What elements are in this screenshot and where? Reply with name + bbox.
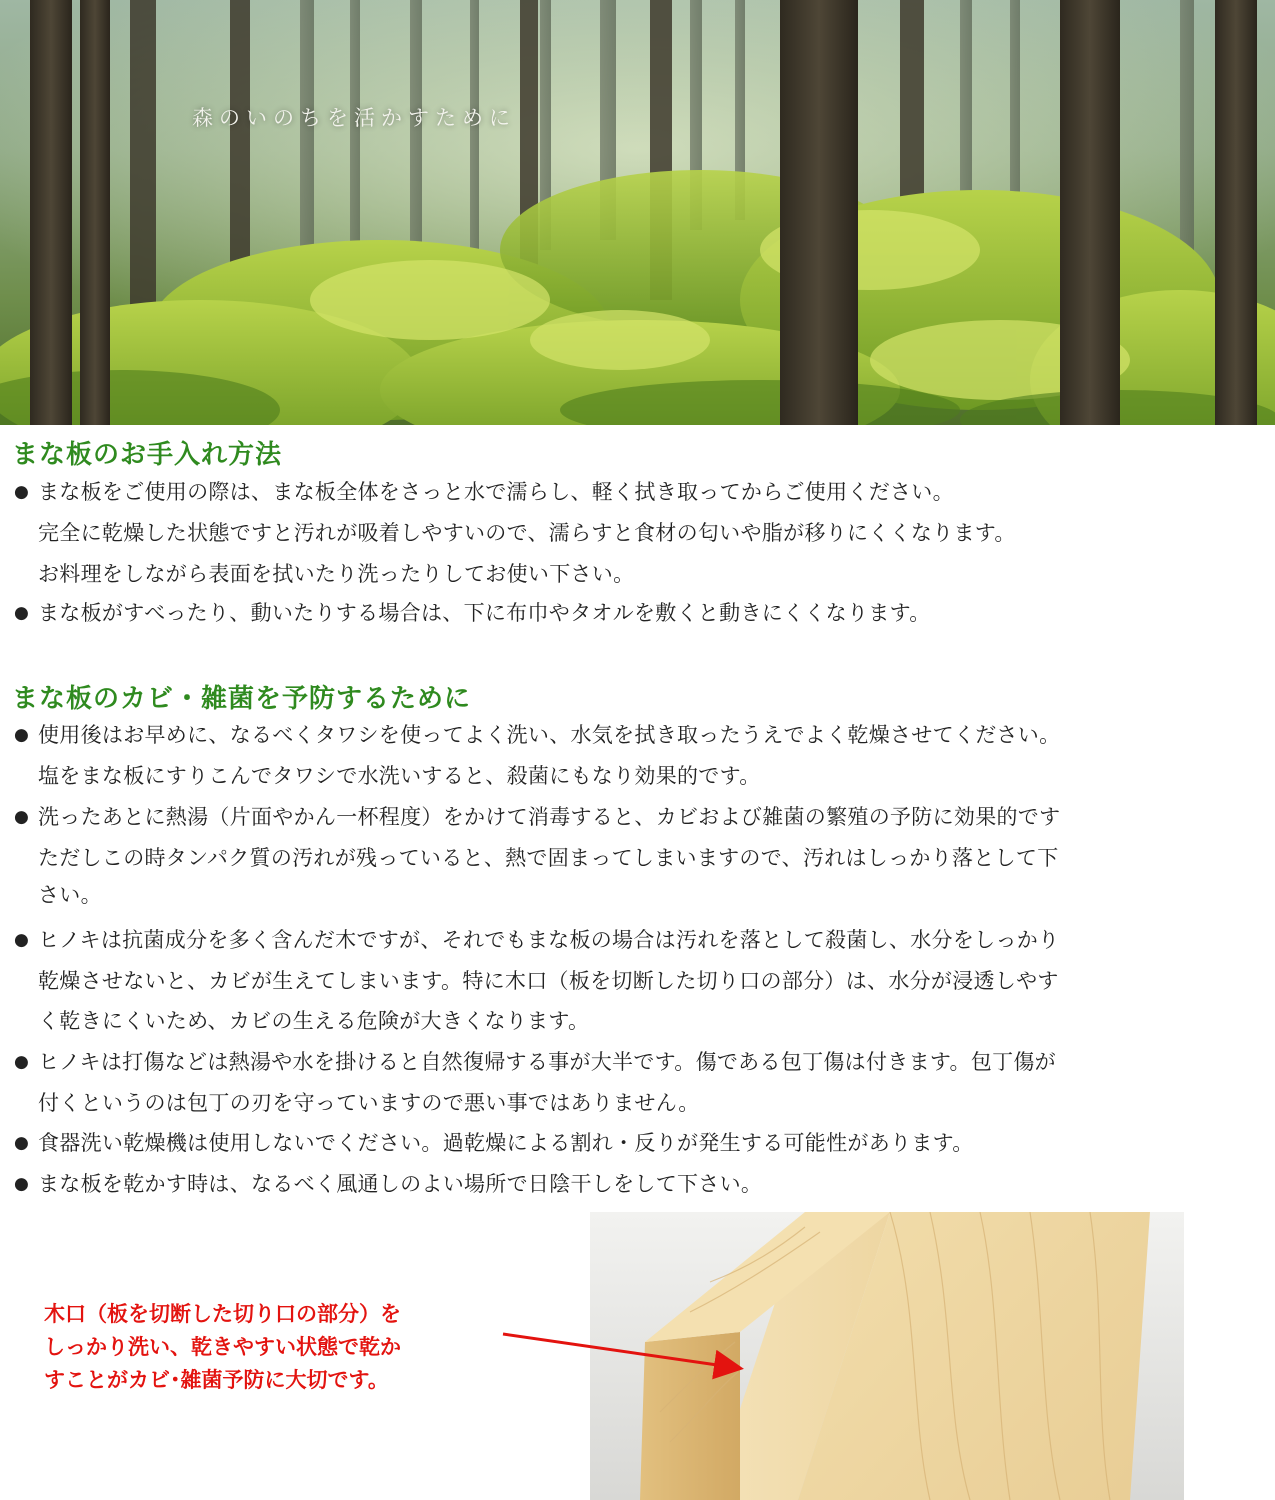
kiguchi-callout: 木口（板を切断した切り口の部分）を しっかり洗い、乾きやすい状態で乾か すことがカビ･雑菌予防に大切です。 — [44, 1302, 401, 1392]
prevent-item-1: ● 使用後はお早めに、なるべくタワシを使ってよく洗い、水気を拭き取ったうえでよく乾燥させてください。 — [14, 723, 1061, 747]
prevent-item-4-cont: 付くというのは包丁の刃を守っていますので悪い事ではありません。 — [38, 1091, 700, 1115]
section-title-mold-prevention: まな板のカビ・雑菌を予防するために — [12, 684, 472, 714]
banner-caption: 森のいのちを活かすために — [192, 106, 516, 130]
section-title-care: まな板のお手入れ方法 — [12, 440, 283, 470]
prevent-item-6: ● まな板を乾かす時は、なるべく風通しのよい場所で日陰干しをして下さい。 — [14, 1172, 763, 1196]
care-item-1-cont-1: 完全に乾燥した状態ですと汚れが吸着しやすいので、濡らすと食材の匂いや脂が移りにくくなります。 — [38, 521, 1016, 545]
bullet-icon: ● — [14, 1133, 30, 1153]
forest-photo — [0, 0, 1275, 425]
care-item-1-cont-2: お料理をしながら表面を拭いたり洗ったりしてお使い下さい。 — [38, 562, 635, 586]
bullet-icon: ● — [14, 1052, 30, 1072]
prevent-item-2: ● 洗ったあとに熱湯（片面やかん一杯程度）をかけて消毒すると、カビおよび雑菌の繁殖の予防に効果的です — [14, 805, 1061, 829]
bullet-icon: ● — [14, 725, 30, 745]
prevent-item-1-cont: 塩をまな板にすりこんでタワシで水洗いすると、殺菌にもなり効果的です。 — [38, 764, 761, 788]
prevent-item-2-cont-1: ただしこの時タンパク質の汚れが残っていると、熱で固まってしまいますので、汚れはしっかり落として下 — [38, 846, 1059, 870]
prevent-item-3-cont-2: く乾きにくいため、カビの生える危険が大きくなります。 — [38, 1009, 590, 1033]
bullet-icon: ● — [14, 1174, 30, 1194]
cutting-board-photo — [590, 1212, 1184, 1500]
care-item-2: ● まな板がすべったり、動いたりする場合は、下に布巾やタオルを敷くと動きにくくなります。 — [14, 601, 931, 625]
bullet-icon: ● — [14, 603, 30, 623]
prevent-item-3: ● ヒノキは抗菌成分を多く含んだ木ですが、それでもまな板の場合は汚れを落として殺菌し、水分をしっかり — [14, 928, 1060, 952]
prevent-item-4: ● ヒノキは打傷などは熱湯や水を掛けると自然復帰する事が大半です。傷である包丁傷は付きます。包丁傷が — [14, 1050, 1056, 1074]
bullet-icon: ● — [14, 930, 30, 950]
prevent-item-3-cont-1: 乾燥させないと、カビが生えてしまいます。特に木口（板を切断した切り口の部分）は、水分が浸透しやす — [38, 969, 1059, 993]
care-item-1: ● まな板をご使用の際は、まな板全体をさっと水で濡らし、軽く拭き取ってからご使用ください。 — [14, 480, 954, 504]
cutting-board-image — [590, 1212, 1184, 1500]
bullet-icon: ● — [14, 482, 30, 502]
prevent-item-2-cont-2: さい。 — [38, 883, 102, 907]
prevent-item-5: ● 食器洗い乾燥機は使用しないでください。過乾燥による割れ・反りが発生する可能性があります。 — [14, 1131, 974, 1155]
forest-banner — [0, 0, 1275, 425]
bullet-icon: ● — [14, 807, 30, 827]
